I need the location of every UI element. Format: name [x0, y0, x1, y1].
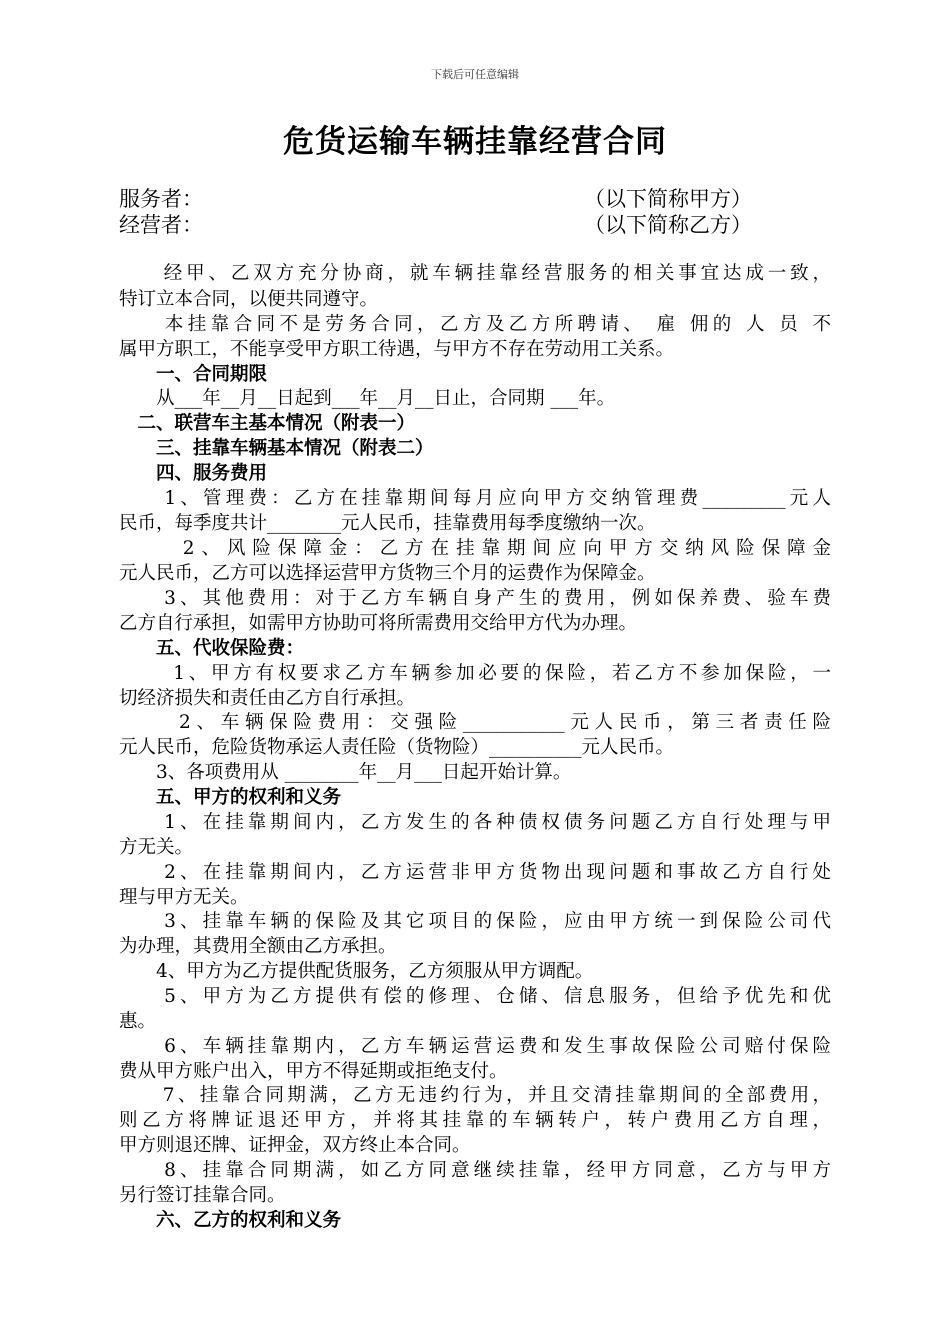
body-line: 理与甲方无关。 — [119, 887, 249, 908]
body-line: 乙方自行承担，如需甲方协助可将所需费用交给甲方代为办理。 — [119, 613, 638, 634]
body-line: 1、甲方有权要求乙方车辆参加必要的保险，若乙方不参加保险，一 — [119, 663, 831, 684]
body-line: 2、风险保障金：乙方在挂靠期间应向甲方交纳风险保障金 — [119, 538, 831, 559]
body-line: 3、挂靠车辆的保险及其它项目的保险，应由甲方统一到保险公司代 — [119, 911, 831, 932]
body-line: 7、挂靠合同期满，乙方无违约行为，并且交清挂靠期间的全部费用， — [119, 1085, 831, 1106]
body-line: 1、管理费：乙方在挂靠期间每月应向甲方交纳管理费_________元人 — [119, 488, 831, 509]
body-line: 为办理，其费用全额由乙方承担。 — [119, 936, 397, 957]
party-b-line — [119, 212, 831, 238]
section-heading: 五、代收保险费： — [119, 638, 305, 659]
contract-title: 危货运输车辆挂靠经营合同 — [283, 124, 667, 160]
body-line: 属甲方职工，不能享受甲方职工待遇，与甲方不存在劳动用工关系。 — [119, 339, 675, 360]
body-line: 2、车辆保险费用：交强险___________元人民币，第三者责任险 — [119, 712, 831, 733]
party-b-note: （以下简称乙方） — [584, 213, 752, 237]
body-line: 从___年__月__日起到___年__月__日止，合同期 ___年。 — [119, 388, 616, 409]
body-line: 6、车辆挂靠期内，乙方车辆运营运费和发生事故保险公司赔付保险 — [119, 1036, 831, 1057]
party-b-label: 经营者： — [119, 213, 203, 237]
header-note: 下载后可任意编辑 — [431, 68, 519, 81]
body-line: 甲方则退还牌、证押金，双方终止本合同。 — [119, 1135, 471, 1156]
body-line: 民币，每季度共计________元人民币，挂靠费用每季度缴纳一次。 — [119, 513, 656, 534]
party-a-note: （以下简称甲方） — [584, 187, 752, 211]
body-line: 则乙方将牌证退还甲方，并将其挂靠的车辆转户，转户费用乙方自理， — [119, 1110, 831, 1131]
body-line: 元人民币，乙方可以选择运营甲方货物三个月的运费作为保障金。 — [119, 563, 656, 584]
body-line: 费从甲方账户出入，甲方不得延期或拒绝支付。 — [119, 1061, 508, 1082]
body-line: 方无关。 — [119, 837, 194, 858]
body-line: 3、其他费用：对于乙方车辆自身产生的费用，例如保养费、验车费 — [119, 588, 831, 609]
section-heading: 二、联营车主基本情况（附表一） — [119, 413, 416, 434]
body-line: 惠。 — [119, 1011, 157, 1032]
party-a-line — [119, 186, 831, 212]
body-line: 另行签订挂靠合同。 — [119, 1185, 286, 1206]
body-line: 5、甲方为乙方提供有偿的修理、仓储、信息服务，但给予优先和优 — [119, 986, 831, 1007]
body-line: 元人民币，危险货物承运人责任险（货物险）__________元人民币。 — [119, 737, 675, 758]
body-line: 切经济损失和责任由乙方自行承担。 — [119, 688, 416, 709]
body-line: 3、各项费用从 ________年__月___日起开始计算。 — [119, 762, 572, 783]
body-line: 4、甲方为乙方提供配货服务，乙方须服从甲方调配。 — [119, 961, 594, 982]
party-a-label: 服务者： — [119, 187, 203, 211]
section-heading: 一、合同期限 — [119, 364, 268, 385]
section-heading: 六、乙方的权利和义务 — [119, 1210, 342, 1231]
body-line: 2、在挂靠期间内，乙方运营非甲方货物出现问题和事故乙方自行处 — [119, 862, 831, 883]
section-heading: 五、甲方的权利和义务 — [119, 787, 342, 808]
body-line: 特订立本合同，以便共同遵守。 — [119, 289, 379, 310]
body-line: 本挂靠合同不是劳务合同，乙方及乙方所聘请、 雇 佣的 人 员 不 — [119, 314, 831, 335]
body-line: 8、挂靠合同期满，如乙方同意继续挂靠，经甲方同意，乙方与甲方 — [119, 1160, 831, 1181]
body-line: 经甲、乙双方充分协商，就车辆挂靠经营服务的相关事宜达成一致， — [119, 263, 831, 284]
section-heading: 四、服务费用 — [119, 463, 268, 484]
section-heading: 三、挂靠车辆基本情况（附表二） — [119, 438, 434, 459]
body-line: 1、在挂靠期间内，乙方发生的各种债权债务问题乙方自行处理与甲 — [119, 812, 831, 833]
